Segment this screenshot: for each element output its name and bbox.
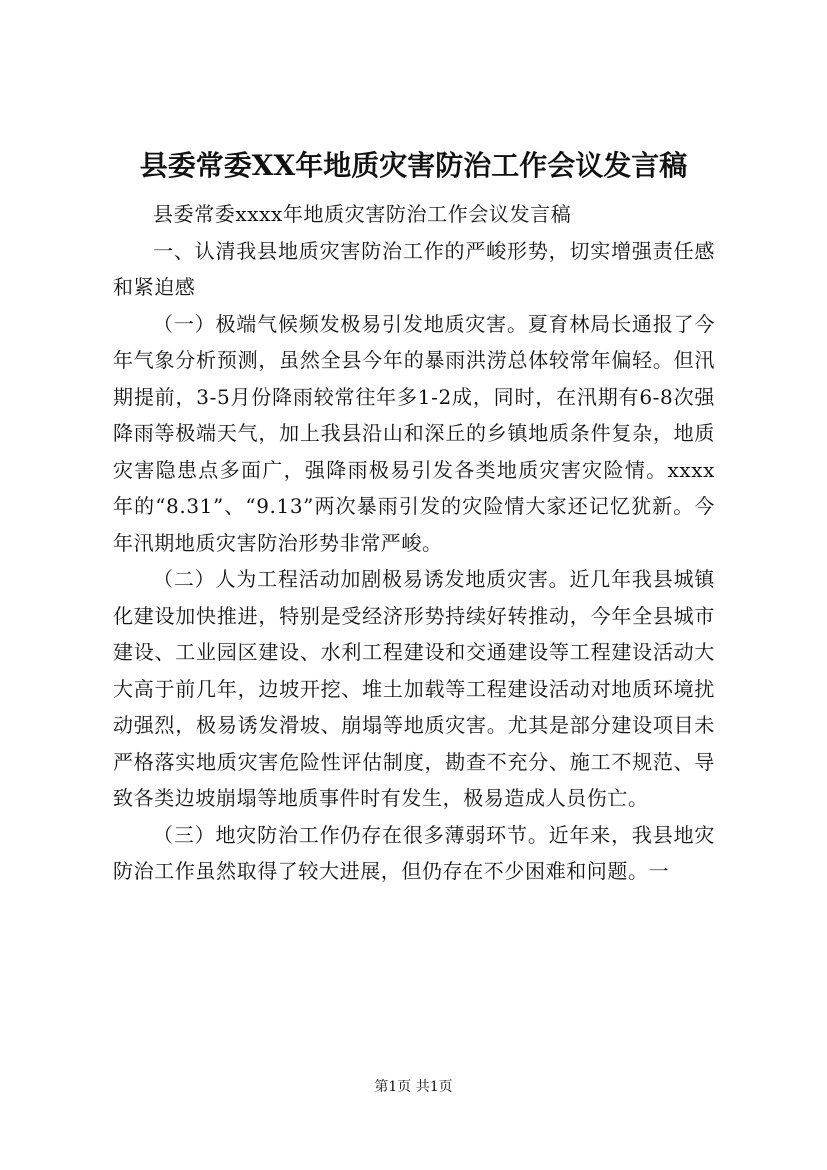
section-heading: 一、认清我县地质灾害防治工作的严峻形势，切实增强责任感和紧迫感 bbox=[113, 238, 715, 299]
document-title: 县委常委XX年地质灾害防治工作会议发言稿 bbox=[139, 149, 688, 182]
page-footer: 第1页 共1页 bbox=[374, 1079, 453, 1095]
document-body bbox=[113, 196, 715, 890]
document-subtitle: 县委常委xxxx年地质灾害防治工作会议发言稿 bbox=[153, 202, 572, 226]
body-paragraph: （三）地灾防治工作仍存在很多薄弱环节。近年来，我县地灾防治工作虽然取得了较大进展，但仍存在不少困难和问题。一 bbox=[113, 822, 715, 883]
body-paragraph: （一）极端气候频发极易引发地质灾害。夏育林局长通报了今年气象分析预测，虽然全县今年的暴雨洪涝总体较常年偏轻。但汛期提前，3-5月份降雨较常往年多1-2成，同时，在汛期有6-8次强降雨等极端天气，加上我县沿山和深丘的乡镇地质条件复杂，地质灾害隐患点多面广，强降雨极易引发各类地质灾害灾险情。xxxx年的“8.31”、“9.13”两次暴雨引发的灾险情大家还记忆犹新。今年汛期地质灾害防治形势非常严峻。 bbox=[113, 311, 715, 555]
body-paragraph: （二）人为工程活动加剧极易诱发地质灾害。近几年我县城镇化建设加快推进，特别是受经济形势持续好转推动，今年全县城市建设、工业园区建设、水利工程建设和交通建设等工程建设活动大大高于前几年，边坡开挖、堆土加载等工程建设活动对地质环境扰动强烈，极易诱发滑坡、崩塌等地质灾害。尤其是部分建设项目未严格落实地质灾害危险性评估制度，勘查不充分、施工不规范、导致各类边坡崩塌等地质事件时有发生，极易造成人员伤亡。 bbox=[113, 567, 715, 810]
